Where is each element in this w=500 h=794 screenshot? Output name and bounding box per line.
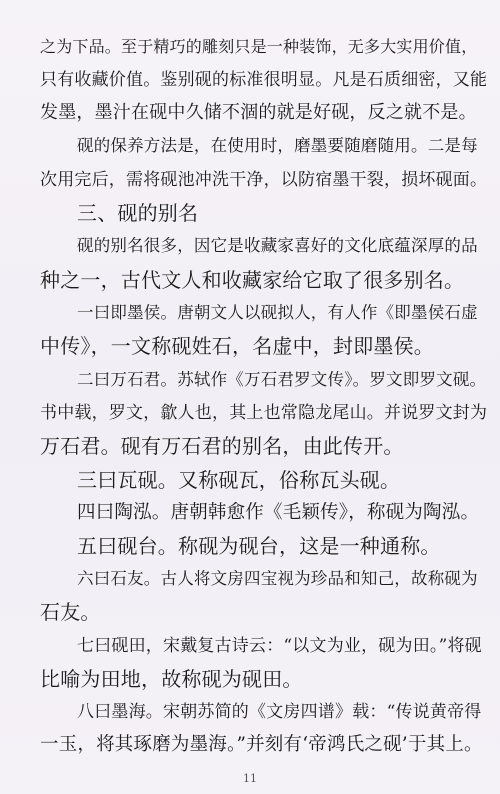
text-line: 六曰石友。古人将文房四宝视为珍品和知己，故称砚为	[77, 569, 478, 588]
text-line: 之为下品。至于精巧的雕刻只是一种装饰，无多大实用价值，	[40, 37, 478, 56]
text-line: 中传》，一文称砚姓石，名虚中，封即墨侯。	[40, 334, 434, 358]
text-line: 发墨，墨汁在砚中久储不涸的就是好砚，反之就不是。	[40, 102, 477, 123]
text-line: 八曰墨海。宋朝苏简的《文房四谱》载：“传说黄帝得	[77, 702, 482, 722]
text-line: 二曰万石君。苏轼作《万石君罗文传》。罗文即罗文砚。	[77, 370, 487, 389]
text-line: 四曰陶泓。唐朝韩愈作《毛颖传》，称砚为陶泓。	[77, 502, 480, 523]
text-line: 一玉，将其琢磨为墨海。”并刻有‘帝鸿氏之砚’于其上。	[40, 734, 483, 755]
text-line: 次用完后，需将砚池冲洗干净，以防宿墨干裂，损坏砚面。	[40, 170, 488, 190]
text-line: 只有收藏价值。鉴别砚的标准很明显。凡是石质细密，又能	[40, 70, 488, 90]
page-number: 11	[243, 772, 257, 785]
section-heading: 三、砚的别名	[77, 201, 199, 225]
text-line: 五曰砚台。称砚为砚台，这是一种通称。	[77, 534, 441, 558]
text-line: 七曰砚田，宋戴复古诗云：“以文为业，砚为田。”将砚	[77, 636, 482, 656]
text-line: 书中载，罗文，歙人也，其上也常隐龙尾山。并说罗文封为	[40, 403, 488, 423]
text-line: 万石君。砚有万石君的别名，由此传开。	[40, 434, 404, 458]
text-line: 比喻为田地，故称砚为砚田。	[40, 667, 303, 691]
text-line: 种之一，古代文人和收藏家给它取了很多别名。	[40, 268, 465, 292]
text-line: 砚的保养方法是，在使用时，磨墨要随磨随用。二是每	[77, 136, 478, 155]
text-line: 三曰瓦砚。又称砚瓦，俗称瓦头砚。	[77, 468, 401, 492]
text-line: 砚的别名很多，因它是收藏家喜好的文化底蕴深厚的品	[77, 236, 478, 255]
text-line: 石友。	[40, 600, 101, 624]
text-line: 一曰即墨侯。唐朝文人以砚拟人，有人作《即墨侯石虚	[77, 303, 478, 322]
